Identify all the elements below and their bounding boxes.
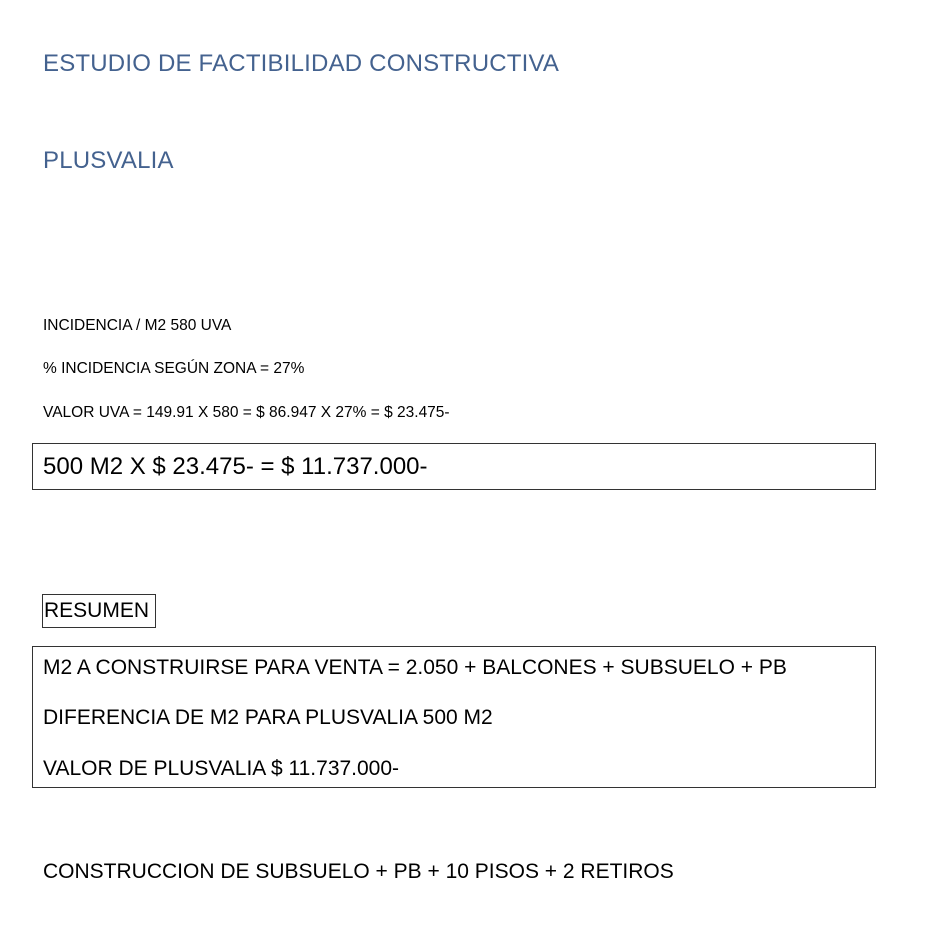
construccion-line: CONSTRUCCION DE SUBSUELO + PB + 10 PISOS + 2 RETIROS — [43, 860, 674, 883]
incidencia-zona-line: % INCIDENCIA SEGÚN ZONA = 27% — [43, 360, 305, 377]
summary-line-diferencia: DIFERENCIA DE M2 PARA PLUSVALIA 500 M2 — [43, 706, 493, 729]
resumen-label: RESUMEN — [44, 599, 150, 622]
resumen-label-box — [42, 594, 156, 628]
valor-uva-line: VALOR UVA = 149.91 X 580 = $ 86.947 X 27% = $ 23.475- — [43, 404, 450, 421]
summary-line-valor: VALOR DE PLUSVALIA $ 11.737.000- — [43, 757, 400, 780]
section-heading-plusvalia: PLUSVALIA — [43, 147, 174, 174]
summary-box — [32, 646, 876, 788]
document-title: ESTUDIO DE FACTIBILIDAD CONSTRUCTIVA — [43, 50, 560, 77]
incidencia-line: INCIDENCIA / M2 580 UVA — [43, 317, 232, 334]
calculation-box — [32, 443, 876, 490]
calculation-text: 500 M2 X $ 23.475- = $ 11.737.000- — [43, 453, 428, 480]
summary-line-m2-venta: M2 A CONSTRUIRSE PARA VENTA = 2.050 + BALCONES + SUBSUELO + PB — [43, 656, 787, 679]
